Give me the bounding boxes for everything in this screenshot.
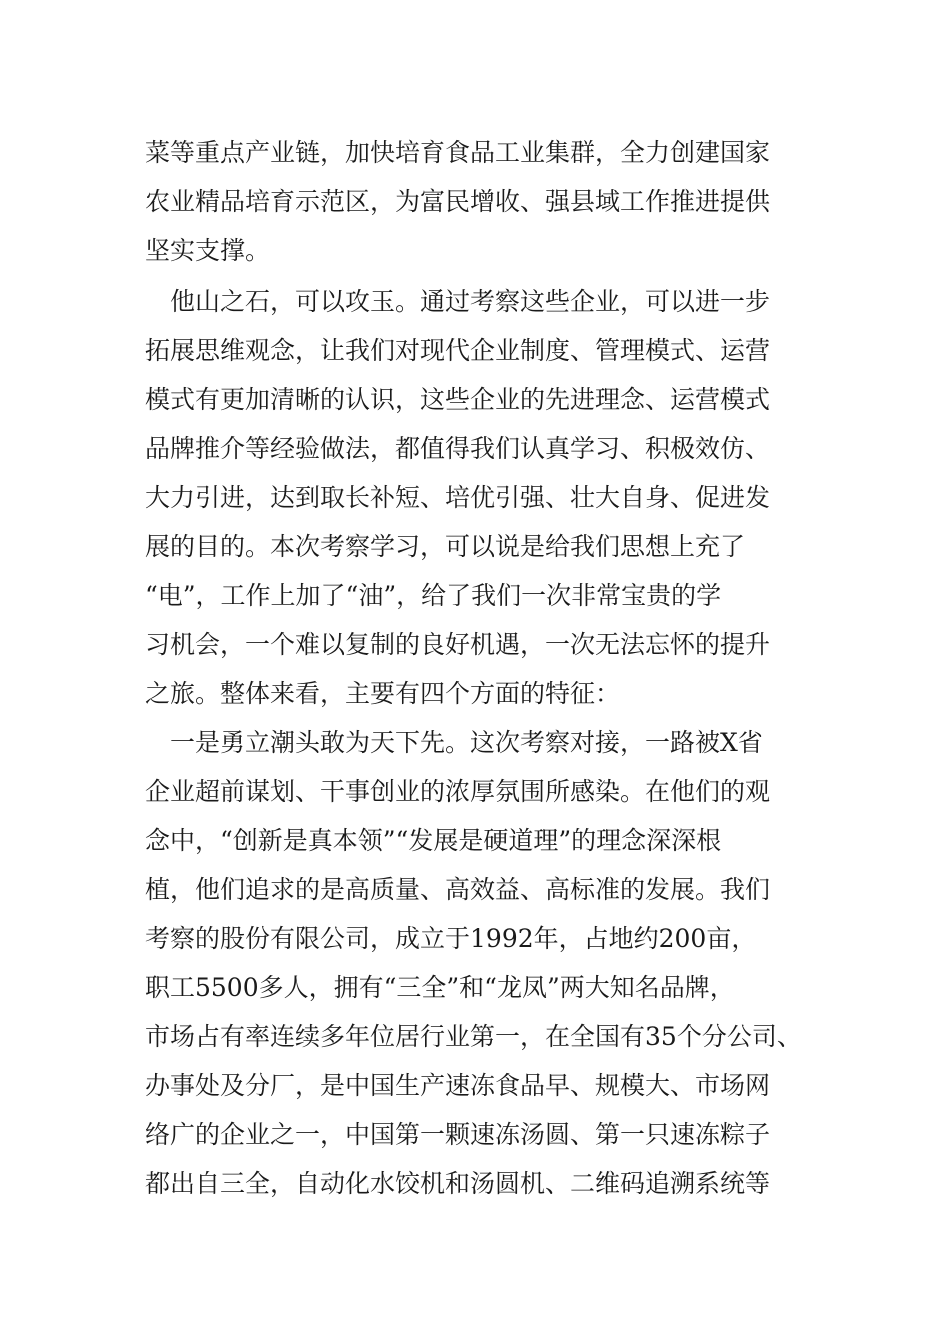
text-line: 络广的企业之一，中国第一颗速冻汤圆、第一只速冻粽子	[145, 1120, 771, 1149]
document-body	[145, 128, 835, 1208]
paragraph-3	[145, 718, 835, 1208]
text-line: “电”，工作上加了“油”，给了我们一次非常宝贵的学	[145, 581, 722, 610]
text-line: 农业精品培育示范区，为富民增收、强县域工作推进提供	[145, 187, 771, 216]
text-line: 菜等重点产业链，加快培育食品工业集群，全力创建国家	[145, 138, 771, 167]
text-line: 一是勇立潮头敢为天下先。这次考察对接，一路被X省	[145, 728, 763, 757]
text-line: 企业超前谋划、干事创业的浓厚氛围所感染。在他们的观	[145, 777, 771, 806]
text-line: 他山之石，可以攻玉。通过考察这些企业，可以进一步	[145, 287, 771, 316]
text-line: 办事处及分厂，是中国生产速冻食品早、规模大、市场网	[145, 1071, 771, 1100]
text-line: 念中，“创新是真本领”“发展是硬道理”的理念深深根	[145, 826, 722, 855]
text-line: 拓展思维观念，让我们对现代企业制度、管理模式、运营	[145, 336, 771, 365]
paragraph-2	[145, 277, 835, 718]
text-line: 坚实支撑。	[145, 236, 271, 265]
text-line: 习机会，一个难以复制的良好机遇，一次无法忘怀的提升	[145, 630, 771, 659]
text-line: 植，他们追求的是高质量、高效益、高标准的发展。我们	[145, 875, 771, 904]
text-line: 大力引进，达到取长补短、培优引强、壮大自身、促进发	[145, 483, 771, 512]
text-line: 展的目的。本次考察学习，可以说是给我们思想上充了	[145, 532, 746, 561]
text-line: 之旅。整体来看，主要有四个方面的特征：	[145, 679, 621, 708]
paragraph-1	[145, 128, 835, 275]
text-line: 职工5500多人，拥有“三全”和“龙凤”两大知名品牌，	[145, 973, 735, 1002]
text-line: 考察的股份有限公司，成立于1992年，占地约200亩，	[145, 924, 757, 953]
text-line: 都出自三全，自动化水饺机和汤圆机、二维码追溯系统等	[145, 1169, 771, 1198]
text-line: 市场占有率连续多年位居行业第一，在全国有35个分公司、	[145, 1022, 802, 1051]
text-line: 品牌推介等经验做法，都值得我们认真学习、积极效仿、	[145, 434, 771, 463]
text-line: 模式有更加清晰的认识，这些企业的先进理念、运营模式	[145, 385, 771, 414]
